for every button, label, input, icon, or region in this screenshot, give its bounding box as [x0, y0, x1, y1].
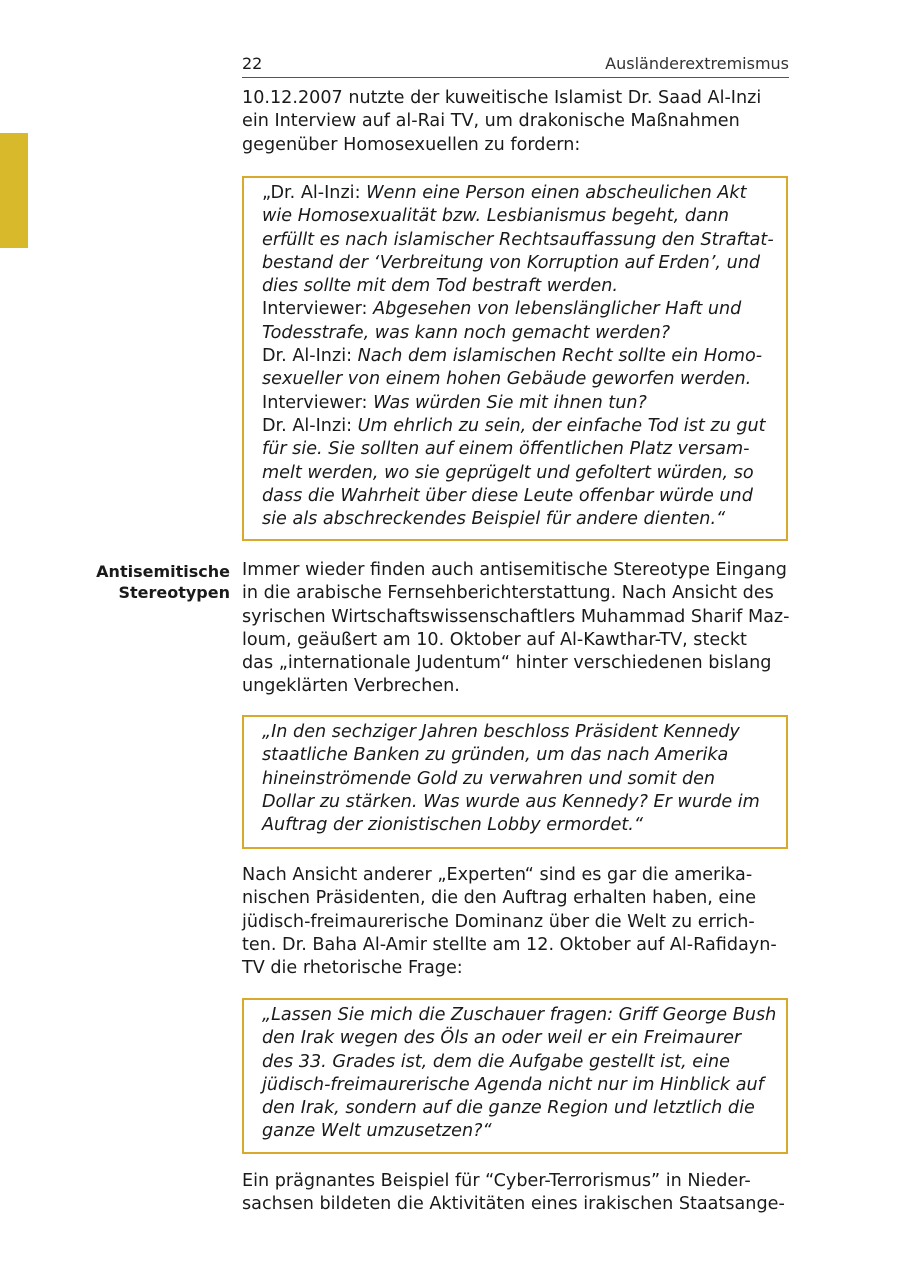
quote-line: ganze Welt umzusetzen?“ — [262, 1121, 492, 1142]
quote-line — [262, 182, 786, 205]
text-line: ten. Dr. Baha Al-Amir stellte am 12. Oktober auf Al-Rafidayn- — [242, 934, 777, 955]
quote-box-kennedy — [242, 715, 788, 849]
quote-line: staatliche Banken zu gründen, um das nach Amerika — [262, 745, 729, 766]
quote-text: Wenn eine Person einen abscheulichen Akt — [366, 183, 747, 203]
quote-text: Um ehrlich zu sein, der einfache Tod ist zu gut — [357, 415, 766, 436]
text-line: TV die rhetorische Frage: — [242, 958, 463, 979]
quote-line: den Irak, sondern auf die ganze Region und letztlich die — [262, 1098, 755, 1119]
text-line: Nach Ansicht anderer „Experten“ sind es gar die amerika- — [242, 865, 753, 885]
quote-line — [262, 345, 786, 368]
page-header — [242, 52, 789, 78]
speaker-label: Interviewer: — [262, 392, 374, 413]
text-line: in die arabische Fernsehberichterstattung. Nach Ansicht des — [242, 583, 774, 604]
quote-text: Was würden Sie mit ihnen tun? — [373, 392, 647, 413]
quote-line: melt werden, wo sie geprügelt und gefoltert würden, so — [262, 462, 754, 483]
quote-line: jüdisch-freimaurerische Agenda nicht nur im Hinblick auf — [262, 1074, 764, 1095]
text-line: syrischen Wirtschaftswissenschaftlers Muhammad Sharif Maz- — [242, 606, 790, 627]
quote-line: erfüllt es nach islamischer Rechtsauffassung den Straftat- — [262, 229, 774, 250]
side-heading-line: Stereotypen — [118, 583, 230, 602]
text-line: nischen Präsidenten, die den Auftrag erhalten haben, eine — [242, 888, 757, 909]
side-heading-line: Antisemitische — [96, 562, 230, 581]
text-line: ungeklärten Verbrechen. — [242, 676, 460, 697]
quote-line: für sie. Sie sollten auf einem öffentlichen Platz versam- — [262, 439, 750, 460]
quote-line: wie Homosexualität bzw. Lesbianismus begeht, dann — [262, 206, 730, 227]
quote-line: Todesstrafe, was kann noch gemacht werden? — [262, 322, 671, 343]
quote-text: Nach dem islamischen Recht sollte ein Homo- — [357, 346, 763, 367]
quote-line: Dollar zu stärken. Was wurde aus Kennedy? Er wurde im — [262, 791, 760, 812]
speaker-label: „Dr. Al-Inzi: — [262, 183, 367, 203]
running-title: Ausländerextremismus — [605, 54, 789, 73]
quote-line: „Lassen Sie mich die Zuschauer fragen: Griff George Bush — [262, 1005, 777, 1025]
quote-line — [262, 298, 786, 321]
side-heading-antisemitische-stereotypen — [96, 561, 230, 603]
quote-line: des 33. Grades ist, dem die Aufgabe gestellt ist, eine — [262, 1051, 730, 1072]
text-line: 10.12.2007 nutzte der kuweitische Islamist Dr. Saad Al-Inzi — [242, 88, 762, 108]
text-line: loum, geäußert am 10. Oktober auf Al-Kawthar-TV, steckt — [242, 629, 747, 650]
quote-line: den Irak wegen des Öls an oder weil er ein Freimaurer — [262, 1028, 742, 1049]
paragraph-intro — [242, 87, 789, 157]
speaker-label: Dr. Al-Inzi: — [262, 346, 358, 367]
paragraph-cyber-terrorismus — [242, 1170, 789, 1217]
text-line: jüdisch-freimaurerische Dominanz über die Welt zu errich- — [242, 911, 755, 932]
quote-line: dass die Wahrheit über diese Leute offenbar würde und — [262, 485, 753, 506]
quote-line: hineinströmende Gold zu verwahren und somit den — [262, 768, 716, 789]
quote-box-al-inzi — [242, 176, 788, 541]
paragraph-antisemitic-stereotypes — [242, 559, 789, 699]
quote-line: bestand der ‘Verbreitung von Korruption auf Erden’, und — [262, 252, 761, 273]
quote-line — [262, 415, 786, 438]
paragraph-experten — [242, 864, 789, 980]
speaker-label: Dr. Al-Inzi: — [262, 415, 358, 436]
quote-line: „In den sechziger Jahren beschloss Präsident Kennedy — [262, 722, 740, 742]
quote-text: Abgesehen von lebenslänglicher Haft und — [373, 299, 742, 320]
quote-box-bush — [242, 998, 788, 1154]
text-line: sachsen bildeten die Aktivitäten eines irakischen Staatsange- — [242, 1194, 785, 1215]
quote-line: sie als abschreckendes Beispiel für andere dienten.“ — [262, 509, 726, 530]
text-line: Ein prägnantes Beispiel für “Cyber-Terrorismus” in Nieder- — [242, 1171, 751, 1191]
page-number: 22 — [242, 54, 263, 73]
text-line: das „internationale Judentum“ hinter verschiedenen bislang — [242, 653, 772, 674]
text-line: ein Interview auf al-Rai TV, um drakonische Maßnahmen — [242, 111, 740, 132]
quote-line: Auftrag der zionistischen Lobby ermordet.“ — [262, 815, 644, 836]
chapter-accent-bar — [0, 133, 28, 248]
speaker-label: Interviewer: — [262, 299, 374, 320]
quote-line: dies sollte mit dem Tod bestraft werden. — [262, 276, 618, 297]
quote-line — [262, 392, 786, 415]
text-line: Immer wieder finden auch antisemitische Stereotype Eingang — [242, 560, 787, 580]
text-line: gegenüber Homosexuellen zu fordern: — [242, 134, 581, 155]
quote-line: sexueller von einem hohen Gebäude geworfen werden. — [262, 369, 752, 390]
